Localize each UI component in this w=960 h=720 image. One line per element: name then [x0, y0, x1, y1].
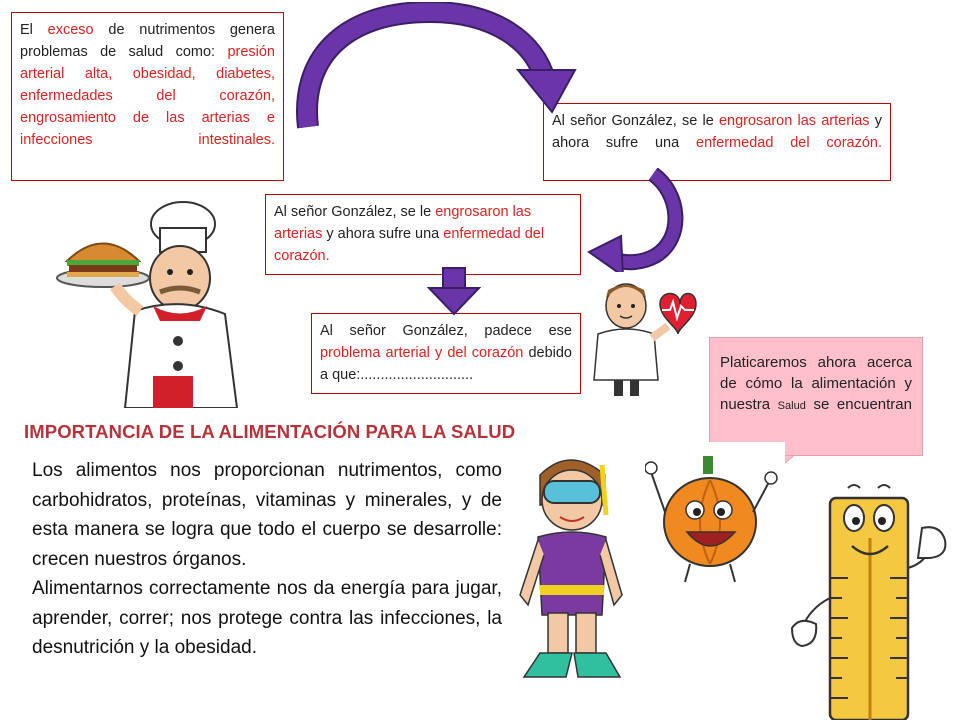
pumpkin-illustration	[645, 442, 785, 587]
info-box-question: Al señor González, padece ese problema arterial y del corazón debido a que:............................	[311, 313, 581, 394]
section-heading: IMPORTANCIA DE LA ALIMENTACIÓN PARA LA SALUD	[24, 421, 516, 442]
doctor-with-heart-illustration	[588, 272, 698, 406]
ruler-character-illustration	[790, 468, 955, 720]
callout-bubble: Platicaremos ahora acerca de cómo la alimentación y nuestra Salud se encuentran	[709, 337, 923, 456]
info-box-excess: El exceso de nutrimentos genera problemas de salud como: presión arterial alta, obesidad, diabetes, enfermedades del corazón, engrosamiento de las arterias e infecciones intestinales.	[11, 12, 284, 181]
curved-arrow-right-icon	[585, 168, 695, 278]
info-box-arteries-right: Al señor González, se le engrosaron las arterias y ahora sufre una enfermedad del corazón.	[543, 103, 891, 181]
chef-with-burger-illustration	[55, 196, 245, 408]
paragraph-nutrients: Los alimentos nos proporcionan nutrimentos, como carbohidratos, proteínas, vitaminas y minerales, y de esta manera se logra que todo el cuerpo se desarrolle: crecen nuestros órganos.	[32, 460, 502, 570]
snorkel-kid-illustration	[510, 445, 640, 685]
paragraph-energy: Alimentarnos correctamente nos da energía para jugar, aprender, correr; nos protege contra las infecciones, la desnutrición y la obesidad.	[32, 578, 502, 658]
curved-arrow-top-icon	[280, 2, 580, 132]
down-arrow-icon	[427, 266, 481, 316]
body-text	[32, 456, 502, 663]
info-box-arteries-middle: Al señor González, se le engrosaron las arterias y ahora sufre una enfermedad del corazón.	[265, 194, 581, 275]
